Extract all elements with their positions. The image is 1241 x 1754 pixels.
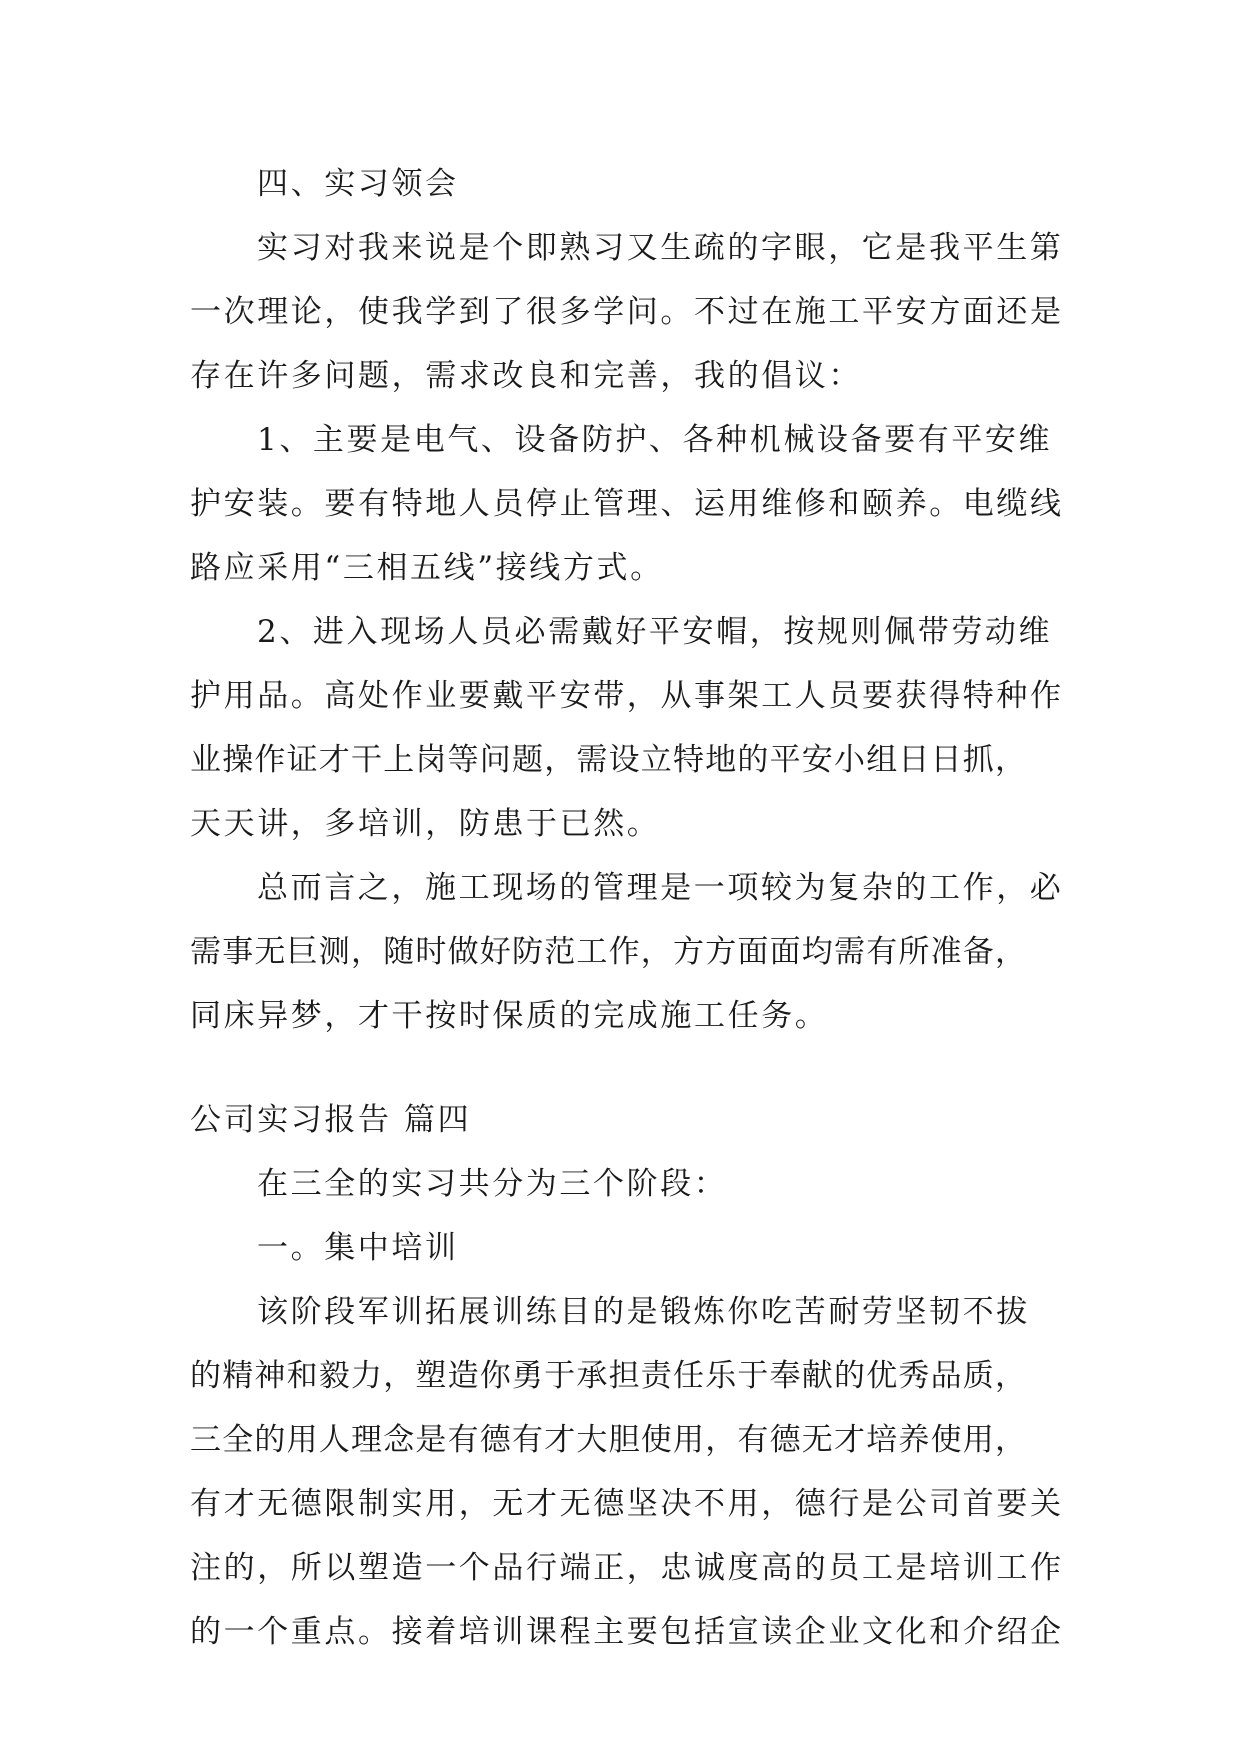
- paragraph-line: 注的，所以塑造一个品行端正，忠诚度高的员工是培训工作: [190, 1550, 1064, 1586]
- paragraph-line: 护用品。高处作业要戴平安带，从事架工人员要获得特种作: [190, 678, 1064, 714]
- paragraph-line: 在三全的实习共分为三个阶段：: [257, 1166, 728, 1202]
- paragraph-line: 的精神和毅力，塑造你勇于承担责任乐于奉献的优秀品质，: [190, 1358, 1028, 1394]
- paragraph-line: 同床异梦，才干按时保质的完成施工任务。: [190, 998, 829, 1034]
- paragraph-line: 该阶段军训拓展训练目的是锻炼你吃苦耐劳坚韧不拔: [257, 1294, 1030, 1330]
- paragraph-line: 有才无德限制实用，无才无德坚决不用，德行是公司首要关: [190, 1486, 1064, 1522]
- paragraph-line: 的一个重点。接着培训课程主要包括宣读企业文化和介绍企: [190, 1614, 1064, 1650]
- section-heading: 四、实习领会: [257, 166, 459, 202]
- paragraph-line: 三全的用人理念是有德有才大胆使用，有德无才培养使用，: [190, 1422, 1028, 1458]
- paragraph-line: 1、主要是电气、设备防护、各种机械设备要有平安维: [257, 422, 1053, 458]
- paragraph-line: 一次理论，使我学到了很多学问。不过在施工平安方面还是: [190, 294, 1064, 330]
- report-title: 公司实习报告 篇四: [190, 1102, 472, 1138]
- paragraph-line: 实习对我来说是个即熟习又生疏的字眼，它是我平生第: [257, 230, 1064, 266]
- paragraph-line: 需事无巨测，随时做好防范工作，方方面面均需有所准备，: [190, 934, 1028, 970]
- paragraph-line: 护安装。要有特地人员停止管理、运用维修和颐养。电缆线: [190, 486, 1064, 522]
- paragraph-line: 总而言之，施工现场的管理是一项较为复杂的工作，必: [257, 870, 1064, 906]
- stage-heading: 一。集中培训: [257, 1230, 459, 1266]
- paragraph-line: 路应采用“三相五线”接线方式。: [190, 550, 664, 586]
- paragraph-line: 存在许多问题，需求改良和完善，我的倡议：: [190, 358, 862, 394]
- paragraph-line: 业操作证才干上岗等问题，需设立特地的平安小组日日抓，: [190, 742, 1028, 778]
- paragraph-line: 2、进入现场人员必需戴好平安帽，按规则佩带劳动维: [257, 614, 1053, 650]
- paragraph-line: 天天讲，多培训，防患于已然。: [190, 806, 661, 842]
